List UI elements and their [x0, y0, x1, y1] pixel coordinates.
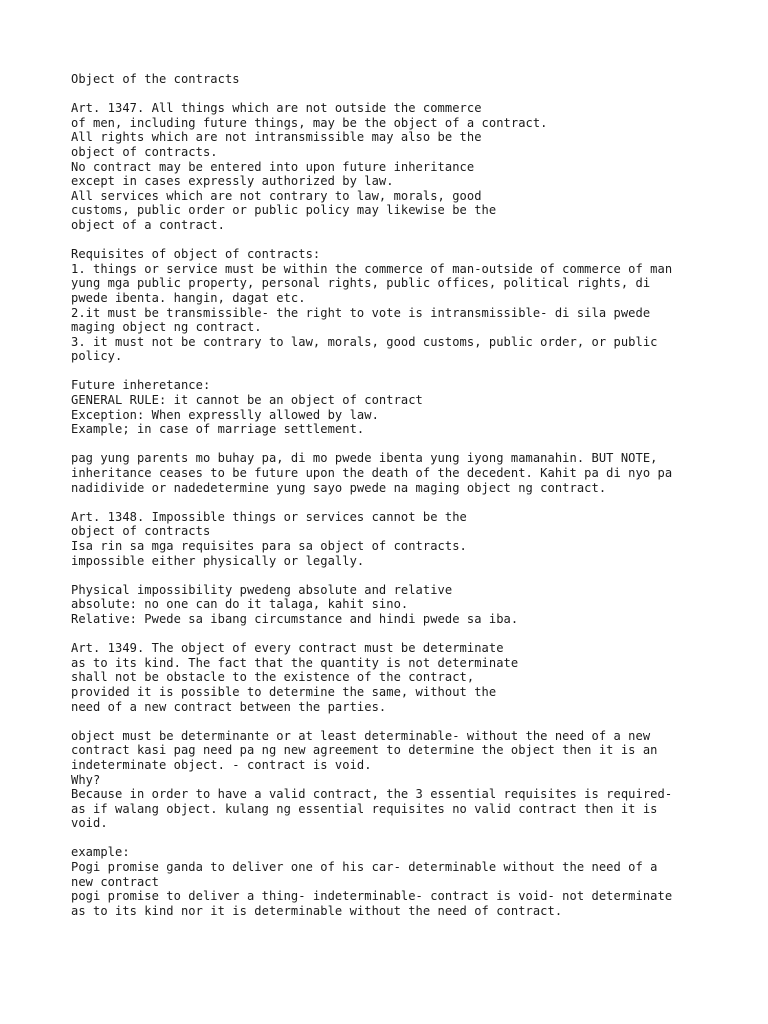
text-line: object of a contract.	[71, 217, 225, 232]
text-line: object must be determinante or at least determinable- without the need of a new	[71, 728, 651, 743]
text-line: inheritance ceases to be future upon the death of the decedent. Kahit pa di nyo pa	[71, 466, 673, 481]
text-line: contract kasi pag need pa ng new agreement to determine the object then it is an	[71, 743, 658, 758]
text-line: pwede ibenta. hangin, dagat etc.	[71, 290, 306, 305]
paragraph	[71, 72, 728, 87]
text-line: All rights which are not intransmissible may also be the	[71, 130, 482, 145]
text-line: 2.it must be transmissible- the right to vote is intransmissible- di sila pwede	[71, 305, 651, 320]
text-line: object of contracts.	[71, 144, 218, 159]
text-line: All services which are not contrary to law, morals, good	[71, 188, 482, 203]
text-line: Art. 1348. Impossible things or services cannot be the	[71, 509, 467, 524]
text-line: of men, including future things, may be the object of a contract.	[71, 115, 548, 130]
paragraph	[71, 583, 728, 627]
text-line: Exception: When expresslly allowed by law.	[71, 407, 379, 422]
text-line: 3. it must not be contrary to law, morals, good customs, public order, or public	[71, 334, 658, 349]
paragraph	[71, 641, 728, 714]
text-line: need of a new contract between the parties.	[71, 699, 387, 714]
text-line: 1. things or service must be within the commerce of man-outside of commerce of man	[71, 261, 673, 276]
text-line: except in cases expressly authorized by law.	[71, 174, 394, 189]
text-line: Physical impossibility pwedeng absolute and relative	[71, 582, 453, 597]
text-line: pag yung parents mo buhay pa, di mo pwede ibenta yung iyong mamanahin. BUT NOTE,	[71, 451, 658, 466]
text-line: Art. 1347. All things which are not outside the commerce	[71, 101, 482, 116]
text-line: Future inheretance:	[71, 378, 211, 393]
text-line: Art. 1349. The object of every contract must be determinate	[71, 641, 504, 656]
text-line: Object of the contracts	[71, 72, 240, 86]
paragraph	[71, 247, 728, 364]
text-line: void.	[71, 816, 108, 831]
paragraph	[71, 510, 728, 568]
text-line: Isa rin sa mga requisites para sa object of contracts.	[71, 539, 467, 553]
text-line: indeterminate object. - contract is void.	[71, 757, 372, 772]
text-line: policy.	[71, 349, 123, 364]
text-line: shall not be obstacle to the existence of the contract,	[71, 670, 475, 685]
text-line: Requisites of object of contracts:	[71, 247, 321, 262]
text-line: new contract	[71, 874, 159, 889]
paragraph	[71, 845, 728, 918]
text-line: as to its kind. The fact that the quantity is not determinate	[71, 655, 519, 670]
text-line: Why?	[71, 772, 101, 787]
text-line: example:	[71, 845, 130, 860]
text-line: Relative: Pwede sa ibang circumstance and hindi pwede sa iba.	[71, 611, 519, 626]
text-line: maging object ng contract.	[71, 320, 262, 335]
paragraph	[71, 378, 728, 436]
text-line: provided it is possible to determine the same, without the	[71, 684, 497, 699]
text-line: object of contracts	[71, 524, 211, 539]
text-line: customs, public order or public policy may likewise be the	[71, 203, 497, 218]
paragraph	[71, 101, 728, 232]
text-line: Because in order to have a valid contract, the 3 essential requisites is required-	[71, 787, 673, 802]
text-line: yung mga public property, personal rights, public offices, political rights, di	[71, 276, 651, 291]
text-line: Example; in case of marriage settlement.	[71, 422, 365, 437]
text-line: pogi promise to deliver a thing- indeterminable- contract is void- not determinate	[71, 889, 673, 904]
text-line: as if walang object. kulang ng essential requisites no valid contract then it is	[71, 801, 658, 816]
text-line: nadidivide or nadedetermine yung sayo pwede na maging object ng contract.	[71, 480, 607, 495]
paragraph	[71, 729, 728, 831]
text-line: impossible either physically or legally.	[71, 553, 365, 568]
text-line: absolute: no one can do it talaga, kahit sino.	[71, 597, 409, 612]
text-line: Pogi promise ganda to deliver one of his car- determinable without the need of a	[71, 860, 658, 875]
text-line: GENERAL RULE: it cannot be an object of contract	[71, 393, 423, 408]
paragraph	[71, 451, 728, 495]
text-line: as to its kind nor it is determinable without the need of contract.	[71, 903, 563, 918]
text-line: No contract may be entered into upon future inheritance	[71, 159, 475, 174]
